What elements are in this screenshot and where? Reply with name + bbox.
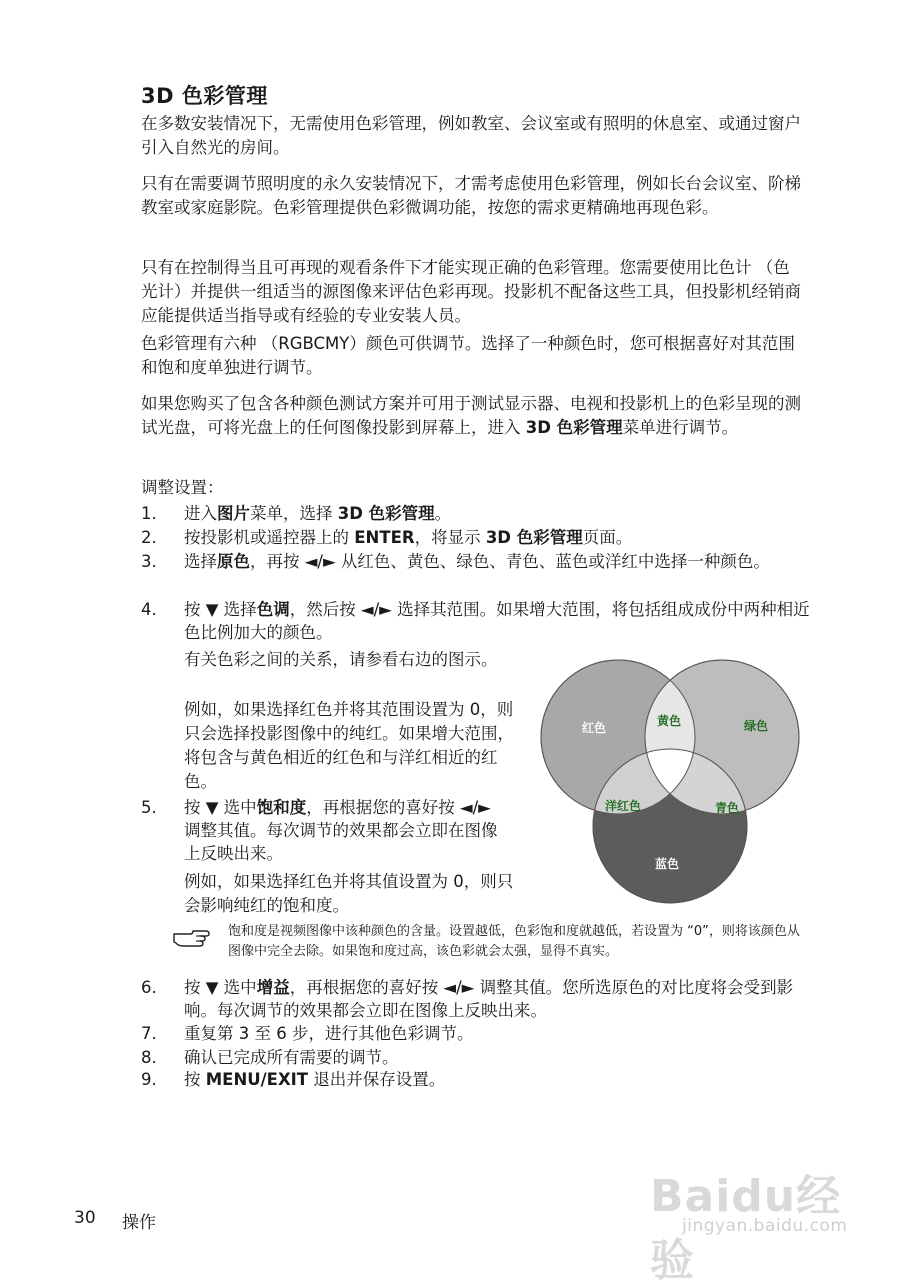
paragraph-1: 在多数安装情况下，无需使用色彩管理，例如教室、会议室或有照明的休息室、或通过窗户引入自然光的房间。 <box>141 114 801 157</box>
step-1: 1. 进入图片菜单，选择 3D 色彩管理。 <box>141 504 452 523</box>
label-cyan: 青色 <box>715 801 740 815</box>
step-9: 9. 按 MENU/EXIT 退出并保存设置。 <box>141 1070 446 1089</box>
step-4: 4. 按 ▼ 选择色调，然后按 ◄/► 选择其范围。如果增大范围，将包括组成成份中两种相近色比例加大的颜色。 <box>141 600 810 642</box>
note-text: 饱和度是视频图像中该种颜色的含量。设置越低，色彩饱和度就越低，若设置为 “0”，则将该颜色从图像中完全去除。如果饱和度过高，该色彩就会太强，显得不真实。 <box>228 924 800 959</box>
step-4-note-2: 例如，如果选择红色并将其范围设置为 0，则只会选择投影图像中的纯红。如果增大范围，将包含与黄色相近的红色和与洋红相近的红色。 <box>184 700 514 791</box>
step-6: 6. 按 ▼ 选中增益，再根据您的喜好按 ◄/► 调整其值。您所选原色的对比度将会受到影响。每次调节的效果都会立即在图像上反映出来。 <box>141 978 794 1020</box>
footer-section: 操作 <box>122 1213 156 1233</box>
step-2: 2. 按投影机或遥控器上的 ENTER，将显示 3D 色彩管理页面。 <box>141 528 633 547</box>
watermark-url: jingyan.baidu.com <box>682 1216 848 1236</box>
paragraph-4: 色彩管理有六种 （RGBCMY）颜色可供调节。选择了一种颜色时，您可根据喜好对其范围和饱和度单独进行调节。 <box>141 334 795 377</box>
step-7: 7. 重复第 3 至 6 步，进行其他色彩调节。 <box>141 1024 474 1043</box>
step-4-note-1: 有关色彩之间的关系，请参看右边的图示。 <box>184 650 498 669</box>
paragraph-3: 只有在控制得当且可再现的观看条件下才能实现正确的色彩管理。您需要使用比色计 （色光计）并提供一组适当的源图像来评估色彩再现。投影机不配备这些工具，但投影机经销商应能提供适当指导或有经验的专业安装人员。 <box>141 258 801 325</box>
step-5: 5. 按 ▼ 选中饱和度，再根据您的喜好按 ◄/► 调整其值。每次调节的效果都会立即在图像上反映出来。 <box>141 798 498 863</box>
paragraph-2: 只有在需要调节照明度的永久安装情况下，才需考虑使用色彩管理，例如长台会议室、阶梯教室或家庭影院。色彩管理提供色彩微调功能，按您的需求更精确地再现色彩。 <box>141 174 801 217</box>
watermark-logo: Baidu经验 <box>650 1171 842 1286</box>
label-yellow: 黄色 <box>657 714 682 728</box>
pointing-hand-icon <box>172 925 214 949</box>
step-8: 8. 确认已完成所有需要的调节。 <box>141 1048 399 1067</box>
color-venn-diagram <box>538 658 802 904</box>
label-blue: 蓝色 <box>655 857 680 871</box>
label-green: 绿色 <box>744 719 769 733</box>
label-red: 红色 <box>582 721 607 735</box>
section-title: 3D 色彩管理 <box>141 84 268 108</box>
step-5-note-1: 例如，如果选择红色并将其值设置为 0，则只会影响纯红的饱和度。 <box>184 872 514 915</box>
step-3: 3. 选择原色，再按 ◄/► 从红色、黄色、绿色、青色、蓝色或洋红中选择一种颜色。 <box>141 552 770 571</box>
adjust-label: 调整设置： <box>141 478 224 497</box>
label-magenta: 洋红色 <box>605 799 642 813</box>
paragraph-5: 如果您购买了包含各种颜色测试方案并可用于测试显示器、电视和投影机上的色彩呈现的测试光盘，可将光盘上的任何图像投影到屏幕上，进入 3D 色彩管理菜单进行调节。 <box>141 394 801 437</box>
page-number: 30 <box>74 1208 96 1228</box>
